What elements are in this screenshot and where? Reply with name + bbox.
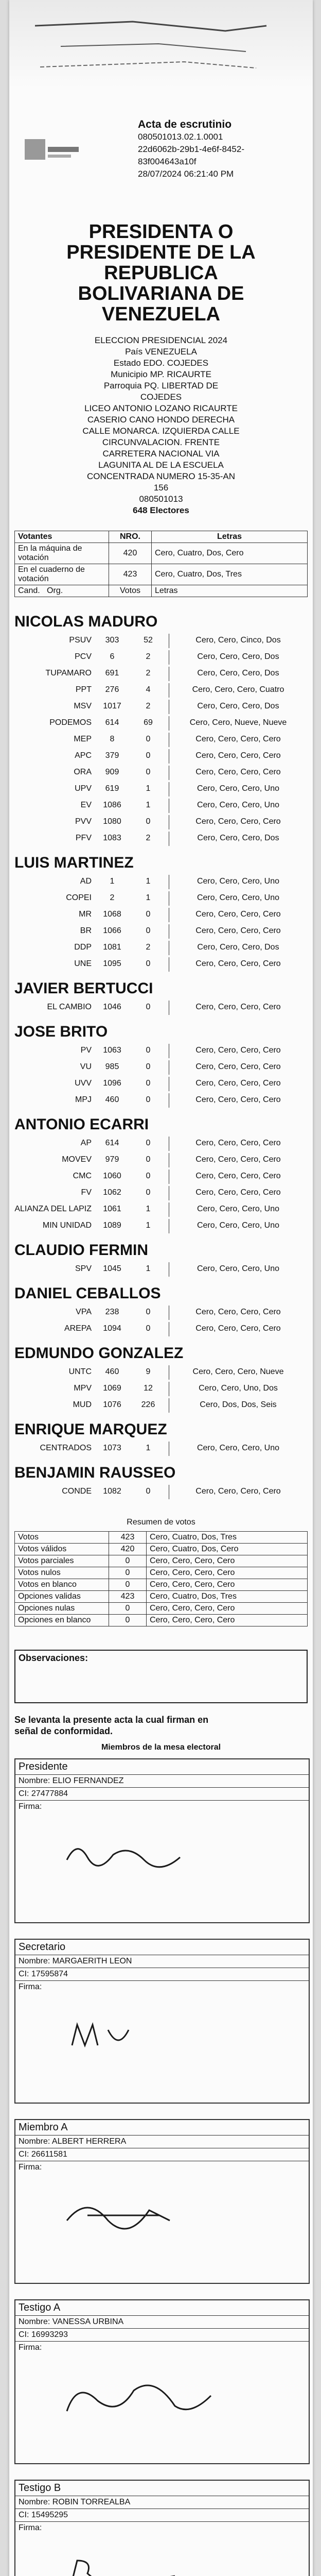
org-votes: 2 — [146, 702, 151, 710]
org-name: UPV — [75, 784, 92, 793]
org-votes: 0 — [146, 1155, 151, 1164]
org-votes: 0 — [146, 735, 151, 743]
org-votes-letters: Cero, Cero, Cero, Cero — [195, 1172, 281, 1180]
org-votes-letters: Cero, Cero, Uno, Dos — [199, 1384, 278, 1393]
member-firma — [15, 1981, 309, 2103]
org-name: MSV — [74, 702, 92, 710]
acta-code: 080501013.02.1.0001 — [138, 132, 223, 142]
org-votes-letters: Cero, Cero, Cero, Dos — [197, 702, 279, 710]
result-row — [14, 1365, 308, 1380]
result-row — [14, 908, 308, 922]
result-row — [14, 650, 308, 665]
org-votes: 2 — [146, 669, 151, 677]
summary-number: 0 — [109, 1579, 147, 1591]
org-name: DDP — [74, 943, 92, 952]
acta-paper — [9, 0, 313, 2576]
org-votes: 1 — [146, 877, 151, 886]
handwritten-signature — [57, 2187, 221, 2244]
org-number: 1 — [110, 877, 115, 886]
org-number: 1094 — [103, 1324, 121, 1333]
org-name: AD — [80, 877, 92, 886]
org-votes-letters: Cero, Cero, Cero, Cero — [195, 817, 281, 826]
org-votes: 1 — [146, 1221, 151, 1230]
org-votes-letters: Cero, Cero, Cero, Uno — [197, 1264, 280, 1273]
org-votes-letters: Cero, Cero, Cero, Cero — [195, 1003, 281, 1011]
summary-label: Votos — [15, 1532, 109, 1544]
org-votes: 2 — [146, 943, 151, 952]
result-row — [14, 1137, 308, 1151]
org-name: VU — [80, 1062, 92, 1071]
candidate-name: JOSE BRITO — [14, 1023, 108, 1040]
org-name: UVV — [75, 1079, 92, 1088]
candidate-name: NICOLAS MADURO — [14, 613, 158, 630]
org-votes: 0 — [146, 959, 151, 968]
result-row — [14, 957, 308, 972]
member-box — [14, 2119, 310, 2284]
summary-letters: Cero, Cero, Cero, Cero — [147, 1603, 308, 1615]
org-name: MPJ — [75, 1095, 92, 1104]
org-number: 691 — [105, 669, 119, 677]
org-number: 1068 — [103, 910, 121, 919]
org-number: 1066 — [103, 926, 121, 935]
observaciones-label: Observaciones: — [19, 1653, 88, 1663]
org-name: PCV — [75, 652, 92, 661]
org-votes: 2 — [146, 834, 151, 842]
votantes-header: Votantes NRO. Letras — [15, 531, 308, 543]
org-votes-letters: Cero, Cero, Cero, Cero — [195, 735, 281, 743]
org-votes-letters: Cero, Cero, Cero, Dos — [197, 652, 279, 661]
conformity-statement — [14, 1714, 308, 1737]
summary-row — [15, 1555, 308, 1567]
org-name: VPA — [76, 1308, 92, 1316]
org-number: 985 — [105, 1062, 119, 1071]
member-role: Miembro A — [15, 2120, 309, 2136]
summary-letters: Cero, Cuatro, Dos, Tres — [147, 1591, 308, 1603]
acta-title: Acta de escrutinio — [138, 118, 232, 130]
org-name: ORA — [74, 768, 92, 776]
org-number: 1089 — [103, 1221, 121, 1230]
org-votes-letters: Cero, Cero, Cero, Uno — [197, 1221, 280, 1230]
result-row — [14, 634, 308, 648]
member-firma — [15, 1801, 309, 1922]
summary-row — [15, 1591, 308, 1603]
org-votes-letters: Cero, Cero, Cero, Cero — [195, 1139, 281, 1147]
org-votes: 1 — [146, 893, 151, 902]
member-name: Nombre: ALBERT HERRERA — [15, 2136, 309, 2148]
org-votes-letters: Cero, Cero, Cero, Uno — [197, 877, 280, 886]
org-votes: 0 — [146, 1172, 151, 1180]
summary-title: Resumen de votos — [127, 1518, 195, 1527]
org-name: SPV — [75, 1264, 92, 1273]
org-votes: 1 — [146, 1444, 151, 1452]
org-number: 1063 — [103, 1046, 121, 1055]
org-votes: 0 — [146, 1062, 151, 1071]
org-number: 1095 — [103, 959, 121, 968]
member-box — [14, 2480, 310, 2576]
member-ci: CI: 27477884 — [15, 1788, 309, 1801]
org-votes-letters: Cero, Cero, Cero, Cero — [195, 1188, 281, 1197]
org-votes-letters: Cero, Cero, Cero, Cero — [195, 751, 281, 760]
org-number: 1096 — [103, 1079, 121, 1088]
org-number: 979 — [105, 1155, 119, 1164]
result-row — [14, 1306, 308, 1320]
votantes-row: En la máquina de votación 420 Cero, Cuatro, Dos, Cero — [15, 543, 308, 564]
org-votes: 2 — [146, 652, 151, 661]
org-votes: 12 — [144, 1384, 153, 1393]
result-row — [14, 941, 308, 955]
acta-hash-1: 22d6062b-29b1-4e6f-8452- — [138, 144, 245, 154]
summary-number: 423 — [109, 1532, 147, 1544]
candidate-name: DANIEL CEBALLOS — [14, 1285, 161, 1302]
org-votes-letters: Cero, Dos, Dos, Seis — [200, 1400, 277, 1409]
org-number: 1086 — [103, 801, 121, 809]
org-number: 1083 — [103, 834, 121, 842]
result-row — [14, 1186, 308, 1200]
org-number: 1060 — [103, 1172, 121, 1180]
summary-label: Votos en blanco — [15, 1579, 109, 1591]
org-name: UNE — [74, 959, 92, 968]
org-number: 1045 — [103, 1264, 121, 1273]
org-votes: 0 — [146, 751, 151, 760]
org-votes-letters: Cero, Cero, Cero, Cero — [195, 959, 281, 968]
org-votes-letters: Cero, Cero, Cero, Cero — [195, 1046, 281, 1055]
org-votes: 0 — [146, 1188, 151, 1197]
results-subheader: Cand. Org. Votos Letras — [15, 585, 308, 597]
org-votes-letters: Cero, Cero, Cero, Dos — [197, 943, 279, 952]
org-name: MEP — [74, 735, 92, 743]
org-votes: 1 — [146, 784, 151, 793]
org-votes: 226 — [141, 1400, 155, 1409]
candidate-name: EDMUNDO GONZALEZ — [14, 1345, 184, 1362]
org-name: MIN UNIDAD — [42, 1221, 92, 1230]
org-votes: 52 — [144, 636, 153, 645]
org-name: PV — [80, 1046, 92, 1055]
org-name: PPT — [75, 685, 92, 694]
org-name: MUD — [73, 1400, 92, 1409]
result-row — [14, 1001, 308, 1015]
votantes-table — [14, 531, 308, 597]
org-name: EV — [80, 801, 92, 809]
org-number: 276 — [105, 685, 119, 694]
result-row — [14, 766, 308, 780]
org-number: 6 — [110, 652, 115, 661]
org-votes-letters: Cero, Cero, Cero, Uno — [197, 1205, 280, 1213]
org-votes: 0 — [146, 1079, 151, 1088]
org-votes: 0 — [146, 926, 151, 935]
handwritten-signature — [57, 2367, 221, 2424]
summary-row — [15, 1615, 308, 1626]
org-number: 1073 — [103, 1444, 121, 1452]
org-number: 1080 — [103, 817, 121, 826]
member-role: Presidente — [15, 1759, 309, 1775]
org-number: 909 — [105, 768, 119, 776]
firma-label: Firma: — [19, 2343, 42, 2352]
firma-label: Firma: — [19, 2163, 42, 2172]
org-name: PSUV — [69, 636, 92, 645]
org-name: MOVEV — [62, 1155, 92, 1164]
firma-label: Firma: — [19, 1802, 42, 1811]
result-row — [14, 815, 308, 829]
acta-datetime: 28/07/2024 06:21:40 PM — [138, 169, 234, 179]
candidate-name: ENRIQUE MARQUEZ — [14, 1421, 167, 1438]
org-votes-letters: Cero, Cero, Cero, Uno — [197, 784, 280, 793]
handwritten-signature — [57, 1826, 221, 1883]
org-votes-letters: Cero, Cero, Cero, Uno — [197, 893, 280, 902]
summary-letters: Cero, Cuatro, Dos, Cero — [147, 1544, 308, 1555]
summary-number: 423 — [109, 1591, 147, 1603]
org-votes-letters: Cero, Cero, Cero, Dos — [197, 669, 279, 677]
org-name: TUPAMARO — [45, 669, 92, 677]
result-row — [14, 832, 308, 846]
election-title: PRESIDENTA O PRESIDENTE DE LA REPUBLICA BOLIVARIANA DE VENEZUELA — [66, 221, 256, 325]
org-number: 1082 — [103, 1487, 121, 1496]
result-row — [14, 799, 308, 813]
summary-label: Votos válidos — [15, 1544, 109, 1555]
summary-row — [15, 1567, 308, 1579]
result-row — [14, 700, 308, 714]
org-votes-letters: Cero, Cero, Cero, Cero — [195, 1079, 281, 1088]
org-name: CMC — [73, 1172, 92, 1180]
org-number: 619 — [105, 784, 119, 793]
member-box — [14, 1939, 310, 2104]
org-votes: 0 — [146, 1095, 151, 1104]
org-votes: 1 — [146, 801, 151, 809]
org-name: MR — [79, 910, 92, 919]
election-meta: ELECCION PRESIDENCIAL 2024 País VENEZUELA Estado EDO. COJEDES Municipio MP. RICAURTE Parroquia PQ. LIBERTAD DE COJEDES LICEO ANTONIO LOZANO RICAURTE CASERIO CANO HONDO DERECHA CALLE MONARCA. IZQUIERDA CALLE CIRCUNVALACION. FRENTE CARRETERA NACIONAL VIA LAGUNITA AL DE LA ESCUELA CONCENTRADA NUMERO 15-35-AN 156 080501013 648 Electores — [82, 335, 240, 515]
org-votes: 69 — [144, 718, 153, 727]
candidate-name: BENJAMIN RAUSSEO — [14, 1464, 176, 1481]
org-number: 1017 — [103, 702, 121, 710]
org-number: 1069 — [103, 1384, 121, 1393]
handwritten-signature — [57, 2548, 221, 2576]
org-votes-letters: Cero, Cero, Cero, Cero — [195, 1487, 281, 1496]
org-votes-letters: Cero, Cero, Cero, Cero — [195, 768, 281, 776]
printed-scribble-marks — [30, 10, 272, 77]
org-votes-letters: Cero, Cero, Cero, Uno — [197, 1444, 280, 1452]
org-name: PODEMOS — [49, 718, 92, 727]
org-votes-letters: Cero, Cero, Cero, Dos — [197, 834, 279, 842]
org-votes-letters: Cero, Cero, Cero, Nueve — [192, 1367, 284, 1376]
org-name: MPV — [74, 1384, 92, 1393]
summary-row — [15, 1603, 308, 1615]
org-name: FV — [81, 1188, 92, 1197]
candidate-name: CLAUDIO FERMIN — [14, 1242, 148, 1259]
members-title: Miembros de la mesa electoral — [101, 1743, 221, 1752]
result-row — [14, 891, 308, 906]
result-row — [14, 875, 308, 889]
org-votes-letters: Cero, Cero, Cero, Cero — [195, 1324, 281, 1333]
result-row — [14, 924, 308, 939]
org-votes-letters: Cero, Cero, Cero, Cero — [195, 1062, 281, 1071]
result-row — [14, 1382, 308, 1396]
result-row — [14, 1219, 308, 1233]
summary-label: Opciones nulas — [15, 1603, 109, 1615]
org-number: 614 — [105, 1139, 119, 1147]
org-name: PVV — [75, 817, 92, 826]
result-row — [14, 1153, 308, 1167]
acta-info — [138, 118, 308, 180]
summary-row — [15, 1532, 308, 1544]
result-row — [14, 749, 308, 764]
member-name: Nombre: ELIO FERNANDEZ — [15, 1775, 309, 1788]
result-row — [14, 1077, 308, 1091]
org-number: 460 — [105, 1095, 119, 1104]
observaciones-box — [14, 1650, 308, 1703]
org-votes-letters: Cero, Cero, Cero, Uno — [197, 801, 280, 809]
org-name: CONDE — [62, 1487, 92, 1496]
handwritten-signature — [57, 2007, 221, 2063]
member-ci: CI: 15495295 — [15, 2509, 309, 2522]
org-votes: 0 — [146, 768, 151, 776]
org-name: AREPA — [64, 1324, 92, 1333]
candidate-name: ANTONIO ECARRI — [14, 1116, 149, 1133]
result-row — [14, 1398, 308, 1413]
member-ci: CI: 26611581 — [15, 2148, 309, 2161]
result-row — [14, 1202, 308, 1217]
org-number: 379 — [105, 751, 119, 760]
acta-hash-2: 83f004643a10f — [138, 157, 197, 166]
summary-letters: Cero, Cero, Cero, Cero — [147, 1615, 308, 1626]
statement-line: señal de conformidad. — [14, 1726, 113, 1736]
member-role: Secretario — [15, 1940, 309, 1955]
member-role: Testigo B — [15, 2481, 309, 2496]
org-name: EL CAMBIO — [47, 1003, 92, 1011]
result-row — [14, 1485, 308, 1499]
org-votes-letters: Cero, Cero, Cero, Cero — [195, 910, 281, 919]
org-votes: 0 — [146, 1324, 151, 1333]
result-row — [14, 1170, 308, 1184]
candidate-name: JAVIER BERTUCCI — [14, 980, 153, 997]
org-name: CENTRADOS — [40, 1444, 92, 1452]
org-number: 2 — [110, 893, 115, 902]
result-row — [14, 1093, 308, 1108]
org-votes-letters: Cero, Cero, Cero, Cero — [195, 1308, 281, 1316]
org-number: 1076 — [103, 1400, 121, 1409]
result-row — [14, 1060, 308, 1075]
result-row — [14, 667, 308, 681]
org-votes: 0 — [146, 1046, 151, 1055]
org-votes-letters: Cero, Cero, Nueve, Nueve — [189, 718, 287, 727]
org-number: 1046 — [103, 1003, 121, 1011]
result-row — [14, 1322, 308, 1336]
org-name: PFV — [75, 834, 92, 842]
summary-table — [14, 1531, 308, 1626]
summary-number: 0 — [109, 1555, 147, 1567]
member-box — [14, 2299, 310, 2464]
result-row — [14, 733, 308, 747]
summary-number: 420 — [109, 1544, 147, 1555]
org-votes: 9 — [146, 1367, 151, 1376]
org-number: 303 — [105, 636, 119, 645]
summary-number: 0 — [109, 1603, 147, 1615]
member-name: Nombre: ROBIN TORREALBA — [15, 2496, 309, 2509]
org-votes-letters: Cero, Cero, Cero, Cero — [195, 1095, 281, 1104]
org-votes: 0 — [146, 1308, 151, 1316]
member-firma — [15, 2161, 309, 2283]
org-votes: 1 — [146, 1264, 151, 1273]
result-row — [14, 1442, 308, 1456]
summary-label: Opciones en blanco — [15, 1615, 109, 1626]
org-votes-letters: Cero, Cero, Cero, Cero — [195, 926, 281, 935]
member-name: Nombre: MARGAERITH LEON — [15, 1955, 309, 1968]
org-number: 1062 — [103, 1188, 121, 1197]
org-number: 460 — [105, 1367, 119, 1376]
org-votes: 4 — [146, 685, 151, 694]
member-box — [14, 1758, 310, 1923]
org-number: 614 — [105, 718, 119, 727]
org-number: 8 — [110, 735, 115, 743]
summary-row — [15, 1544, 308, 1555]
summary-letters: Cero, Cero, Cero, Cero — [147, 1555, 308, 1567]
org-votes: 0 — [146, 1487, 151, 1496]
org-votes: 1 — [146, 1205, 151, 1213]
org-votes: 0 — [146, 1139, 151, 1147]
summary-number: 0 — [109, 1567, 147, 1579]
result-row — [14, 1262, 308, 1277]
summary-letters: Cero, Cuatro, Dos, Tres — [147, 1532, 308, 1544]
summary-label: Opciones validas — [15, 1591, 109, 1603]
cne-logo-icon — [20, 134, 86, 170]
org-number: 1061 — [103, 1205, 121, 1213]
org-votes-letters: Cero, Cero, Cinco, Dos — [195, 636, 281, 645]
result-row — [14, 683, 308, 698]
member-ci: CI: 17595874 — [15, 1968, 309, 1981]
member-ci: CI: 16993293 — [15, 2329, 309, 2342]
summary-letters: Cero, Cero, Cero, Cero — [147, 1579, 308, 1591]
member-role: Testigo A — [15, 2300, 309, 2316]
summary-number: 0 — [109, 1615, 147, 1626]
firma-label: Firma: — [19, 2523, 42, 2532]
summary-label: Votos nulos — [15, 1567, 109, 1579]
org-name: AP — [80, 1139, 92, 1147]
org-votes: 0 — [146, 817, 151, 826]
result-row — [14, 716, 308, 731]
result-row — [14, 782, 308, 796]
org-votes: 0 — [146, 910, 151, 919]
org-number: 238 — [105, 1308, 119, 1316]
org-name: ALIANZA DEL LAPIZ — [14, 1205, 92, 1213]
org-name: BR — [80, 926, 92, 935]
votantes-row: En el cuaderno de votación 423 Cero, Cuatro, Dos, Tres — [15, 564, 308, 585]
statement-line: Se levanta la presente acta la cual firman en — [14, 1715, 209, 1725]
summary-label: Votos parciales — [15, 1555, 109, 1567]
org-votes-letters: Cero, Cero, Cero, Cero — [195, 1155, 281, 1164]
torn-header — [9, 0, 313, 88]
member-firma — [15, 2522, 309, 2576]
result-row — [14, 1044, 308, 1058]
member-name: Nombre: VANESSA URBINA — [15, 2316, 309, 2329]
org-name: UNTC — [68, 1367, 92, 1376]
summary-row — [15, 1579, 308, 1591]
org-votes-letters: Cero, Cero, Cero, Cuatro — [192, 685, 284, 694]
org-votes: 0 — [146, 1003, 151, 1011]
org-number: 1081 — [103, 943, 121, 952]
org-name: COPEI — [66, 893, 92, 902]
summary-letters: Cero, Cero, Cero, Cero — [147, 1567, 308, 1579]
firma-label: Firma: — [19, 1982, 42, 1991]
candidate-name: LUIS MARTINEZ — [14, 854, 134, 871]
org-name: APC — [75, 751, 92, 760]
member-firma — [15, 2342, 309, 2463]
